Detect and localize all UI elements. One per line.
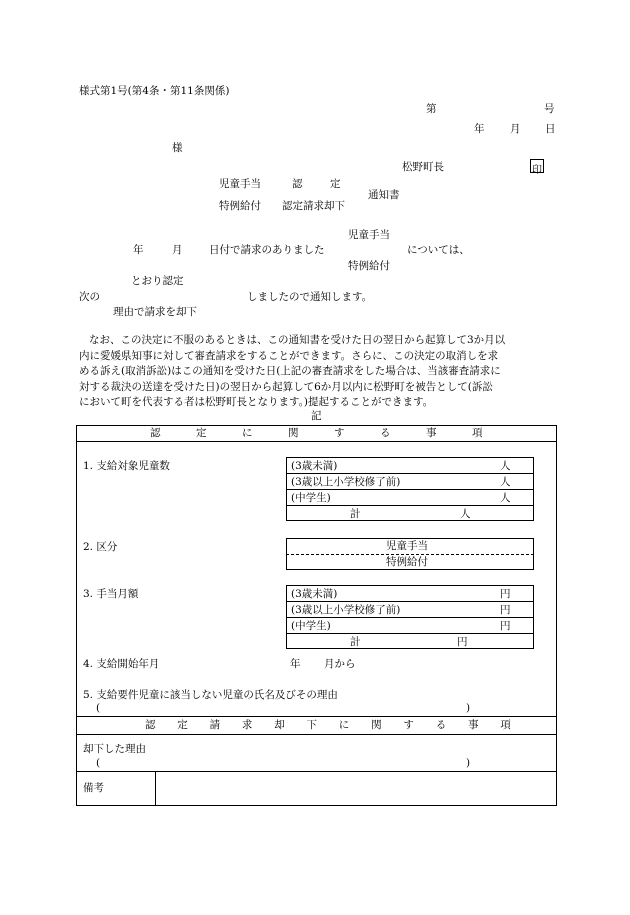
children-row-rule-1 [286,473,534,474]
section1-header: 認定に関する事項 [150,427,518,439]
section2-header-bottom-rule [76,734,557,735]
body-year: 年 [133,244,144,256]
item5-label: 5. 支給要件児童に該当しない児童の氏名及びその理由 [83,689,338,701]
date-month: 月 [510,123,521,135]
seal-text: 印 [532,165,542,176]
body-riyuu-kyakka: 理由で請求を却下 [113,306,197,318]
title-tei: 定 [330,178,341,190]
body-tokurei: 特例給付 [348,260,390,272]
remarks-top-rule [76,771,557,772]
date-year: 年 [474,123,485,135]
section2-header: 認定請求却下に関する事項 [145,719,533,731]
amount-middle-unit: 円 [500,620,511,632]
title-jidou-teate: 児童手当 [219,178,261,190]
section1-header-bottom-rule [76,441,557,442]
notice-line-1: なお、この決定に不服のあるときは、この通知書を受けた日の翌日から起算して3か月以 [89,334,506,346]
section2-header-top-rule [76,716,557,717]
addressee-honorific: 様 [172,142,183,154]
children-total-unit: 人 [460,508,471,520]
body-jidou: 児童手当 [348,229,390,241]
notice-line-3: める訴え(取消訴訟)はこの通知を受けた日(上記の審査請求をした場合は、当該審査請求に [79,365,501,377]
amount-elem-unit: 円 [500,604,511,616]
amount-total-unit: 円 [457,636,468,648]
remarks-label: 備考 [83,782,104,794]
amount-under3-unit: 円 [500,588,511,600]
category-tokurei-kyufu: 特例給付 [386,556,428,568]
reject-reason-label: 却下した理由 [83,743,146,755]
notice-line-2: 内に愛媛県知事に対して審査請求をすることができます。さらに、この決定の取消しを求 [79,350,499,362]
item1-label: 1. 支給対象児童数 [83,460,170,472]
item5-paren-close: ) [466,702,471,714]
body-hizuke: 日付で請求のありました [209,244,325,256]
notice-line-5: において町を代表する者は松野町長となります。)提起することができます。 [79,396,434,408]
title-tsuchisho: 通知書 [368,189,400,201]
title-tokurei-kyufu: 特例給付 [219,200,261,212]
amount-middle-label: (中学生) [291,620,331,632]
body-shimashita: しましたので通知します。 [247,291,373,303]
body-month: 月 [172,244,183,256]
children-under3-label: (3歳未満) [291,460,338,472]
children-row-rule-3 [286,505,534,506]
reject-paren-close: ) [466,757,471,769]
children-row-rule-2 [286,489,534,490]
item4-label: 4. 支給開始年月 [83,658,160,670]
item3-label: 3. 手当月額 [83,588,139,600]
body-toori-nintei: とおり認定 [131,275,184,287]
start-month-kara: 月から [324,658,356,670]
title-nin: 認 [292,178,303,190]
title-kyakka: 認定請求却下 [282,200,345,212]
amount-total-label: 計 [350,636,361,648]
body-tsugi: 次の [79,291,100,303]
children-middle-label: (中学生) [291,492,331,504]
item5-paren-open: ( [96,702,101,714]
amount-elem-label: (3歳以上小学校修了前) [291,604,401,616]
amount-row-rule-3 [286,633,534,634]
category-dashed-rule [286,554,534,555]
children-under3-unit: 人 [500,460,511,472]
ki-heading: 記 [311,410,322,422]
children-middle-unit: 人 [500,492,511,504]
number-suffix: 号 [544,103,555,115]
children-elem-unit: 人 [500,476,511,488]
start-year: 年 [290,658,301,670]
item2-label: 2. 区分 [83,541,118,553]
seal-mark [530,159,544,176]
children-elem-label: (3歳以上小学校修了前) [291,476,401,488]
reject-paren-open: ( [96,757,101,769]
form-title: 様式第1号(第4条・第11条関係) [79,85,230,97]
number-prefix: 第 [426,103,437,115]
amount-under3-label: (3歳未満) [291,588,338,600]
issuer-name: 松野町長 [402,161,444,173]
notice-line-4: 対する裁決の送達を受けた日)の翌日から起算して6か月以内に松野町を被告として(訴訟 [79,381,493,393]
body-ni-tsuite: については、 [407,244,470,256]
date-day: 日 [545,123,556,135]
children-total-label: 計 [350,508,361,520]
remarks-divider [155,771,156,806]
amount-row-rule-2 [286,617,534,618]
amount-row-rule-1 [286,601,534,602]
category-jidou-teate: 児童手当 [386,540,428,552]
